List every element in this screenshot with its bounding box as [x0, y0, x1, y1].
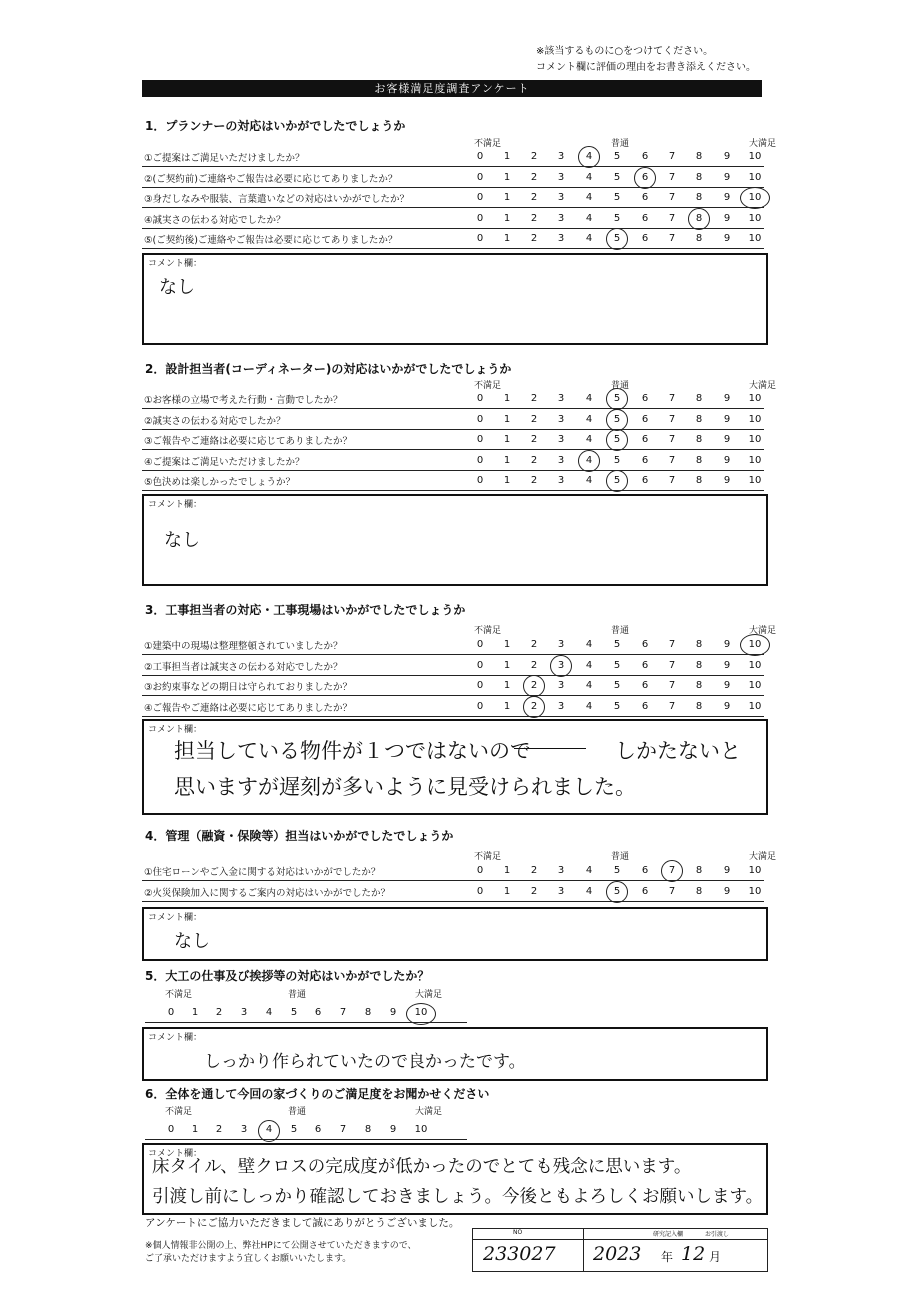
score-option-1[interactable]: 1 — [191, 1007, 199, 1018]
comment-box-1[interactable] — [142, 253, 768, 345]
score-option-0[interactable]: 0 — [167, 1124, 175, 1135]
score-option-3[interactable]: 3 — [557, 865, 565, 876]
score-option-3[interactable]: 3 — [240, 1007, 248, 1018]
score-option-6[interactable]: 6 — [641, 865, 649, 876]
score-option-10[interactable]: 10 — [748, 393, 762, 404]
score-option-1[interactable]: 1 — [503, 233, 511, 244]
handwritten-comment: なし — [174, 931, 210, 952]
question-text: ⑤色決めは楽しかったでしょうか？ — [144, 477, 296, 488]
score-option-4[interactable]: 4 — [585, 212, 593, 224]
score-option-4[interactable]: 4 — [265, 1007, 273, 1018]
score-option-9[interactable]: 9 — [723, 233, 731, 244]
score-option-4[interactable]: 4 — [585, 700, 593, 712]
score-option-0[interactable]: 0 — [476, 413, 484, 425]
score-option-7[interactable]: 7 — [668, 192, 676, 203]
score-option-0[interactable]: 0 — [476, 233, 484, 244]
question-text: ②(ご契約前)ご連絡やご報告は必要に応じてありましたか？ — [144, 173, 398, 185]
scale-label-high: 大満足 — [749, 381, 777, 391]
handwritten-comment: 床タイル、壁クロスの完成度が低かったのでとても残念に思います。 — [152, 1157, 692, 1177]
score-option-1[interactable]: 1 — [503, 659, 511, 671]
score-option-2[interactable]: 2 — [530, 454, 538, 466]
score-option-9[interactable]: 9 — [723, 659, 731, 671]
score-option-7[interactable]: 7 — [668, 454, 676, 466]
score-option-9[interactable]: 9 — [723, 700, 731, 712]
score-option-8[interactable]: 8 — [695, 151, 703, 162]
scale-label-high: 大満足 — [415, 990, 443, 1000]
score-option-10[interactable]: 10 — [748, 233, 762, 244]
selected-score-circle — [688, 208, 710, 230]
score-option-2[interactable]: 2 — [530, 659, 538, 671]
scale-label-mid: 普通 — [288, 1107, 307, 1117]
score-option-1[interactable]: 1 — [503, 434, 511, 445]
score-option-8[interactable]: 8 — [695, 171, 703, 183]
score-option-9[interactable]: 9 — [723, 639, 731, 650]
score-option-1[interactable]: 1 — [503, 212, 511, 224]
score-option-4[interactable]: 4 — [585, 659, 593, 671]
score-option-2[interactable]: 2 — [530, 171, 538, 183]
score-option-5[interactable]: 5 — [613, 233, 621, 244]
score-option-7[interactable]: 7 — [668, 659, 676, 671]
score-option-1[interactable]: 1 — [503, 865, 511, 876]
scale-label-high: 大満足 — [749, 139, 777, 149]
question-text: ①お客様の立場で考えた行動・言動でしたか？ — [144, 395, 343, 406]
instruction-note-1: ※該当するものに○をつけてください。 — [536, 46, 714, 57]
question-text: ④ご報告やご連絡は必要に応じてありましたか？ — [144, 702, 353, 714]
score-option-3[interactable]: 3 — [557, 171, 565, 183]
score-option-7[interactable]: 7 — [668, 865, 676, 876]
score-option-3[interactable]: 3 — [240, 1124, 248, 1135]
score-option-8[interactable]: 8 — [695, 680, 703, 691]
score-option-3[interactable]: 3 — [557, 680, 565, 691]
selected-score-circle — [606, 409, 628, 431]
score-option-9[interactable]: 9 — [723, 475, 731, 486]
score-option-5[interactable]: 5 — [613, 413, 621, 425]
scale-label-low: 不満足 — [474, 139, 502, 149]
record-table — [472, 1228, 768, 1272]
score-option-10[interactable]: 10 — [748, 454, 762, 466]
score-option-2[interactable]: 2 — [530, 885, 538, 897]
question-text: ③身だしなみや服装、言葉遣いなどの対応はいかがでしたか？ — [144, 194, 410, 205]
score-option-8[interactable]: 8 — [695, 885, 703, 897]
handwritten-comment: 担当している物件が１つではないので しかたないと — [174, 739, 741, 763]
score-option-9[interactable]: 9 — [723, 171, 731, 183]
score-option-9[interactable]: 9 — [389, 1124, 397, 1135]
score-option-8[interactable]: 8 — [695, 700, 703, 712]
score-option-6[interactable]: 6 — [641, 659, 649, 671]
scale-label-high: 大満足 — [749, 852, 777, 862]
score-option-4[interactable]: 4 — [585, 639, 593, 650]
score-option-6[interactable]: 6 — [641, 639, 649, 650]
question-text: ③お約束事などの期日は守られておりましたか？ — [144, 682, 353, 693]
score-option-8[interactable]: 8 — [695, 434, 703, 445]
score-option-2[interactable]: 2 — [530, 434, 538, 445]
score-option-9[interactable]: 9 — [389, 1007, 397, 1018]
score-option-4[interactable]: 4 — [585, 393, 593, 404]
score-option-2[interactable]: 2 — [530, 700, 538, 712]
year-unit: 年 — [661, 1250, 674, 1264]
handwritten-comment: 引渡し前にしっかり確認しておきましょう。今後ともよろしくお願いします。 — [152, 1187, 764, 1207]
score-option-10[interactable]: 10 — [748, 171, 762, 183]
score-option-2[interactable]: 2 — [530, 475, 538, 486]
score-option-10[interactable]: 10 — [748, 475, 762, 486]
score-option-3[interactable]: 3 — [557, 212, 565, 224]
score-option-8[interactable]: 8 — [695, 865, 703, 876]
score-option-0[interactable]: 0 — [476, 171, 484, 183]
score-option-4[interactable]: 4 — [585, 233, 593, 244]
comment-box-6[interactable] — [142, 1143, 768, 1215]
selected-score-circle — [258, 1120, 280, 1142]
score-option-5[interactable]: 5 — [613, 454, 621, 466]
score-option-10[interactable]: 10 — [748, 413, 762, 425]
record-no: 233027 — [483, 1243, 556, 1265]
comment-label: コメント欄： — [148, 913, 203, 923]
score-option-2[interactable]: 2 — [530, 413, 538, 425]
score-option-7[interactable]: 7 — [668, 413, 676, 425]
score-option-9[interactable]: 9 — [723, 434, 731, 445]
score-option-4[interactable]: 4 — [585, 171, 593, 183]
question-text: ②工事担当者は誠実さの伝わる対応でしたか？ — [144, 661, 343, 673]
section-1-title: 1．プランナーの対応はいかがでしたでしょうか — [145, 119, 406, 133]
score-option-1[interactable]: 1 — [503, 639, 511, 650]
survey-title: お客様満足度調査アンケート — [142, 80, 762, 97]
score-option-4[interactable]: 4 — [265, 1124, 273, 1135]
score-option-10[interactable]: 10 — [414, 1124, 428, 1135]
score-option-8[interactable]: 8 — [695, 475, 703, 486]
score-option-6[interactable]: 6 — [641, 885, 649, 897]
score-option-1[interactable]: 1 — [503, 413, 511, 425]
selected-score-circle — [550, 655, 572, 677]
score-option-5[interactable]: 5 — [613, 475, 621, 486]
score-option-2[interactable]: 2 — [530, 680, 538, 691]
score-option-1[interactable]: 1 — [503, 151, 511, 162]
score-option-1[interactable]: 1 — [503, 393, 511, 404]
score-option-0[interactable]: 0 — [476, 434, 484, 445]
score-option-4[interactable]: 4 — [585, 680, 593, 691]
score-option-10[interactable]: 10 — [748, 151, 762, 162]
score-option-7[interactable]: 7 — [668, 233, 676, 244]
score-option-10[interactable]: 10 — [748, 434, 762, 445]
question-text: ①ご提案はご満足いただけましたか？ — [144, 153, 305, 164]
score-option-10[interactable]: 10 — [748, 192, 762, 203]
strikethrough-mark — [514, 748, 586, 749]
score-option-8[interactable]: 8 — [695, 454, 703, 466]
score-option-6[interactable]: 6 — [641, 680, 649, 691]
score-option-10[interactable]: 10 — [748, 885, 762, 897]
score-option-9[interactable]: 9 — [723, 212, 731, 224]
question-text: ⑤(ご契約後)ご連絡やご報告は必要に応じてありましたか？ — [144, 235, 398, 246]
handwritten-comment: なし — [164, 530, 200, 551]
comment-label: コメント欄： — [148, 500, 203, 510]
score-option-6[interactable]: 6 — [641, 393, 649, 404]
score-option-7[interactable]: 7 — [668, 434, 676, 445]
scale-label-low: 不満足 — [474, 852, 502, 862]
score-option-2[interactable]: 2 — [530, 212, 538, 224]
comment-label: コメント欄： — [148, 1033, 203, 1043]
scale-label-high: 大満足 — [415, 1107, 443, 1117]
score-option-5[interactable]: 5 — [290, 1124, 298, 1135]
score-option-9[interactable]: 9 — [723, 192, 731, 203]
question-text: ②誠実さの伝わる対応でしたか？ — [144, 415, 286, 427]
scale-label-low: 不満足 — [474, 381, 502, 391]
score-option-5[interactable]: 5 — [613, 434, 621, 445]
instruction-note-2: コメント欄に評価の理由をお書き添えください。 — [536, 62, 756, 73]
score-option-4[interactable]: 4 — [585, 192, 593, 203]
score-option-7[interactable]: 7 — [668, 171, 676, 183]
comment-label: コメント欄： — [148, 1149, 203, 1159]
score-option-3[interactable]: 3 — [557, 434, 565, 445]
score-option-3[interactable]: 3 — [557, 192, 565, 203]
scale-label-low: 不満足 — [165, 1107, 193, 1117]
table-head-entry: 研究記入欄 — [653, 1231, 684, 1238]
score-option-10[interactable]: 10 — [748, 700, 762, 712]
selected-score-circle — [606, 470, 628, 492]
selected-score-circle — [740, 187, 770, 209]
score-option-3[interactable]: 3 — [557, 413, 565, 425]
score-option-0[interactable]: 0 — [476, 151, 484, 162]
score-option-8[interactable]: 8 — [364, 1007, 372, 1018]
comment-box-5[interactable] — [142, 1027, 768, 1081]
score-option-6[interactable]: 6 — [641, 475, 649, 486]
selected-score-circle — [661, 860, 683, 882]
score-option-9[interactable]: 9 — [723, 413, 731, 425]
selected-score-circle — [406, 1003, 436, 1025]
score-option-5[interactable]: 5 — [613, 171, 621, 183]
score-option-5[interactable]: 5 — [613, 192, 621, 203]
score-option-4[interactable]: 4 — [585, 151, 593, 162]
score-option-7[interactable]: 7 — [668, 393, 676, 404]
score-option-4[interactable]: 4 — [585, 454, 593, 466]
score-option-4[interactable]: 4 — [585, 413, 593, 425]
score-option-6[interactable]: 6 — [314, 1007, 322, 1018]
score-option-5[interactable]: 5 — [613, 639, 621, 650]
selected-score-circle — [606, 881, 628, 903]
score-option-4[interactable]: 4 — [585, 885, 593, 897]
score-option-10[interactable]: 10 — [748, 659, 762, 671]
score-option-1[interactable]: 1 — [503, 680, 511, 691]
score-option-0[interactable]: 0 — [476, 192, 484, 203]
score-option-10[interactable]: 10 — [748, 865, 762, 876]
score-option-6[interactable]: 6 — [641, 212, 649, 224]
score-option-0[interactable]: 0 — [476, 393, 484, 404]
handwritten-comment: 思いますが遅刻が多いように見受けられました。 — [174, 775, 636, 799]
score-option-0[interactable]: 0 — [476, 700, 484, 712]
score-option-2[interactable]: 2 — [215, 1007, 223, 1018]
question-text: ③ご報告やご連絡は必要に応じてありましたか？ — [144, 436, 353, 447]
score-option-3[interactable]: 3 — [557, 885, 565, 897]
score-option-6[interactable]: 6 — [641, 192, 649, 203]
score-option-2[interactable]: 2 — [530, 151, 538, 162]
score-option-4[interactable]: 4 — [585, 865, 593, 876]
score-option-0[interactable]: 0 — [476, 475, 484, 486]
scale-label-low: 不満足 — [474, 626, 502, 636]
score-option-4[interactable]: 4 — [585, 475, 593, 486]
score-option-5[interactable]: 5 — [613, 700, 621, 712]
score-option-9[interactable]: 9 — [723, 393, 731, 404]
score-option-1[interactable]: 1 — [503, 171, 511, 183]
score-option-8[interactable]: 8 — [695, 413, 703, 425]
score-option-9[interactable]: 9 — [723, 885, 731, 897]
score-option-5[interactable]: 5 — [613, 659, 621, 671]
comment-label: コメント欄： — [148, 259, 203, 269]
scale-label-high: 大満足 — [749, 626, 777, 636]
score-option-9[interactable]: 9 — [723, 454, 731, 466]
score-option-3[interactable]: 3 — [557, 454, 565, 466]
selected-score-circle — [606, 228, 628, 250]
score-option-3[interactable]: 3 — [557, 700, 565, 712]
score-underline — [145, 1139, 467, 1140]
section-4-title: 4．管理（融資・保険等）担当はいかがでしたでしょうか — [145, 829, 454, 843]
score-option-5[interactable]: 5 — [613, 212, 621, 224]
score-option-8[interactable]: 8 — [364, 1124, 372, 1135]
scale-label-mid: 普通 — [611, 381, 630, 391]
section-5-title: 5．大工の仕事及び挨拶等の対応はいかがでしたか？ — [145, 969, 430, 983]
comment-box-4[interactable] — [142, 907, 768, 961]
score-option-1[interactable]: 1 — [503, 885, 511, 897]
score-option-0[interactable]: 0 — [476, 212, 484, 224]
selected-score-circle — [578, 450, 600, 472]
record-year: 2023 — [593, 1243, 642, 1265]
score-option-1[interactable]: 1 — [503, 700, 511, 712]
score-option-2[interactable]: 2 — [530, 192, 538, 203]
score-option-2[interactable]: 2 — [530, 865, 538, 876]
score-option-8[interactable]: 8 — [695, 639, 703, 650]
privacy-note-2: ご了承いただけますよう宜しくお願いいたします。 — [145, 1254, 352, 1264]
section-2-title: 2．設計担当者(コーディネーター)の対応はいかがでしたでしょうか — [145, 362, 512, 376]
handwritten-comment: なし — [159, 277, 195, 298]
scale-label-mid: 普通 — [288, 990, 307, 1000]
score-option-8[interactable]: 8 — [695, 659, 703, 671]
score-option-5[interactable]: 5 — [613, 393, 621, 404]
score-option-5[interactable]: 5 — [613, 885, 621, 897]
question-text: ①建築中の現場は整理整頓されていましたか？ — [144, 641, 343, 652]
score-option-7[interactable]: 7 — [668, 885, 676, 897]
score-option-6[interactable]: 6 — [641, 171, 649, 183]
comment-box-3[interactable] — [142, 719, 768, 815]
score-option-5[interactable]: 5 — [613, 865, 621, 876]
score-option-0[interactable]: 0 — [476, 454, 484, 466]
score-option-7[interactable]: 7 — [668, 475, 676, 486]
score-option-8[interactable]: 8 — [695, 233, 703, 244]
score-option-4[interactable]: 4 — [585, 434, 593, 445]
score-option-6[interactable]: 6 — [641, 434, 649, 445]
score-option-0[interactable]: 0 — [476, 659, 484, 671]
score-option-0[interactable]: 0 — [476, 639, 484, 650]
score-option-1[interactable]: 1 — [191, 1124, 199, 1135]
score-option-0[interactable]: 0 — [476, 680, 484, 691]
score-option-5[interactable]: 5 — [290, 1007, 298, 1018]
handwritten-comment: しっかり作られていたので良かったです。 — [204, 1052, 526, 1072]
score-option-9[interactable]: 9 — [723, 151, 731, 162]
score-option-2[interactable]: 2 — [530, 393, 538, 404]
comment-label: コメント欄： — [148, 725, 203, 735]
score-option-2[interactable]: 2 — [530, 639, 538, 650]
score-option-5[interactable]: 5 — [613, 151, 621, 162]
selected-score-circle — [740, 634, 770, 656]
scale-label-mid: 普通 — [611, 626, 630, 636]
score-option-3[interactable]: 3 — [557, 151, 565, 162]
score-option-9[interactable]: 9 — [723, 680, 731, 691]
score-option-1[interactable]: 1 — [503, 192, 511, 203]
table-head-handover: お引渡し — [705, 1231, 730, 1238]
score-option-3[interactable]: 3 — [557, 393, 565, 404]
score-option-7[interactable]: 7 — [668, 680, 676, 691]
scale-label-mid: 普通 — [611, 139, 630, 149]
score-option-3[interactable]: 3 — [557, 233, 565, 244]
score-option-5[interactable]: 5 — [613, 680, 621, 691]
score-option-0[interactable]: 0 — [476, 885, 484, 897]
score-option-1[interactable]: 1 — [503, 454, 511, 466]
section-3-title: 3．工事担当者の対応・工事現場はいかがでしたでしょうか — [145, 603, 466, 617]
month-unit: 月 — [709, 1250, 722, 1264]
score-option-0[interactable]: 0 — [167, 1007, 175, 1018]
score-option-10[interactable]: 10 — [748, 680, 762, 691]
score-option-6[interactable]: 6 — [641, 454, 649, 466]
score-option-10[interactable]: 10 — [414, 1007, 428, 1018]
score-option-7[interactable]: 7 — [668, 212, 676, 224]
score-option-1[interactable]: 1 — [503, 475, 511, 486]
score-option-6[interactable]: 6 — [641, 413, 649, 425]
score-option-7[interactable]: 7 — [339, 1124, 347, 1135]
table-head-no: NO — [513, 1229, 523, 1236]
comment-box-2[interactable] — [142, 494, 768, 586]
score-option-3[interactable]: 3 — [557, 475, 565, 486]
selected-score-circle — [523, 696, 545, 718]
selected-score-circle — [606, 429, 628, 451]
score-option-9[interactable]: 9 — [723, 865, 731, 876]
question-text: ①住宅ローンやご入金に関する対応はいかがでしたか？ — [144, 867, 381, 878]
score-option-0[interactable]: 0 — [476, 865, 484, 876]
scale-label-mid: 普通 — [611, 852, 630, 862]
selected-score-circle — [606, 388, 628, 410]
score-option-6[interactable]: 6 — [641, 151, 649, 162]
score-option-10[interactable]: 10 — [748, 212, 762, 224]
scale-label-low: 不満足 — [165, 990, 193, 1000]
selected-score-circle — [578, 146, 600, 168]
score-option-3[interactable]: 3 — [557, 639, 565, 650]
score-option-3[interactable]: 3 — [557, 659, 565, 671]
question-text: ④ご提案はご満足いただけましたか？ — [144, 456, 305, 468]
score-option-6[interactable]: 6 — [314, 1124, 322, 1135]
privacy-note-1: ※個人情報非公開の上、弊社HPにて公開させていただきますので、 — [145, 1241, 417, 1251]
section-6-title: 6．全体を通して今回の家づくりのご満足度をお聞かせください — [145, 1087, 490, 1101]
score-option-7[interactable]: 7 — [668, 700, 676, 712]
score-option-7[interactable]: 7 — [339, 1007, 347, 1018]
score-option-8[interactable]: 8 — [695, 212, 703, 224]
score-option-7[interactable]: 7 — [668, 639, 676, 650]
question-text: ②火災保険加入に関するご案内の対応はいかがでしたか？ — [144, 887, 391, 899]
score-option-2[interactable]: 2 — [530, 233, 538, 244]
thanks-text: アンケートにご協力いただきまして誠にありがとうございました。 — [145, 1217, 460, 1229]
score-option-8[interactable]: 8 — [695, 393, 703, 404]
score-option-2[interactable]: 2 — [215, 1124, 223, 1135]
selected-score-circle — [634, 167, 656, 189]
score-option-10[interactable]: 10 — [748, 639, 762, 650]
question-text: ④誠実さの伝わる対応でしたか？ — [144, 214, 286, 226]
record-month: 12 — [681, 1243, 706, 1265]
score-option-6[interactable]: 6 — [641, 700, 649, 712]
score-option-8[interactable]: 8 — [695, 192, 703, 203]
score-option-7[interactable]: 7 — [668, 151, 676, 162]
score-option-6[interactable]: 6 — [641, 233, 649, 244]
selected-score-circle — [523, 675, 545, 697]
